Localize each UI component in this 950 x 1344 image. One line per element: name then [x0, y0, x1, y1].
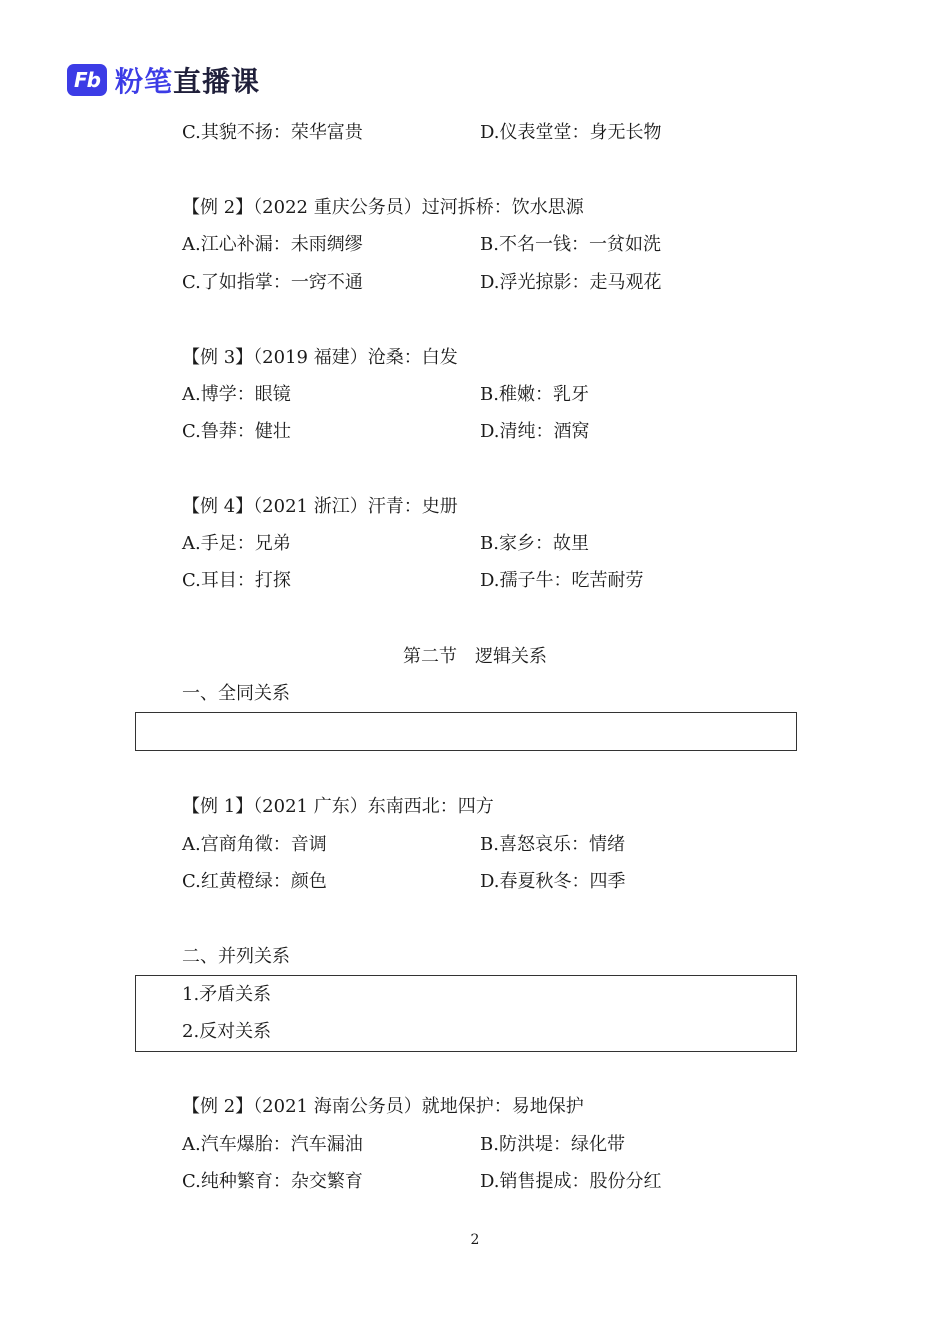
option-d: D.孺子牛：吃苦耐劳 [480, 570, 644, 591]
notes-box-empty [135, 712, 797, 751]
option-c: C.了如指掌：一窍不通 [182, 272, 363, 293]
option-a: A.博学：眼镜 [182, 384, 291, 405]
list-item: 1.矛盾关系 [182, 984, 272, 1005]
question-title: 【例 1】（2021 广东）东南西北：四方 [182, 796, 494, 817]
question-title: 【例 2】（2022 重庆公务员）过河拆桥：饮水思源 [182, 197, 584, 218]
option-d: D.清纯：酒窝 [480, 421, 590, 442]
option-a: A.汽车爆胎：汽车漏油 [182, 1134, 363, 1155]
subsection-heading: 二、并列关系 [182, 946, 290, 967]
option-c: C.其貌不扬：荣华富贵 [182, 122, 363, 143]
option-b: B.不名一钱：一贫如洗 [480, 234, 661, 255]
page-number: 2 [470, 1232, 480, 1248]
option-c: C.纯种繁育：杂交繁育 [182, 1171, 363, 1192]
question-title: 【例 3】（2019 福建）沧桑：白发 [182, 347, 458, 368]
option-d: D.销售提成：股份分红 [480, 1171, 662, 1192]
option-d: D.浮光掠影：走马观花 [480, 272, 662, 293]
notes-box [135, 975, 797, 1052]
option-b: B.喜怒哀乐：情绪 [480, 834, 625, 855]
section-title: 第二节 逻辑关系 [403, 646, 547, 667]
option-c: C.鲁莽：健壮 [182, 421, 291, 442]
option-b: B.家乡：故里 [480, 533, 589, 554]
option-d: D.仪表堂堂：身无长物 [480, 122, 662, 143]
list-item: 2.反对关系 [182, 1021, 272, 1042]
option-c: C.红黄橙绿：颜色 [182, 871, 327, 892]
logo-brand: 粉笔 [115, 65, 174, 98]
option-b: B.防洪堤：绿化带 [480, 1134, 625, 1155]
option-c: C.耳目：打探 [182, 570, 291, 591]
logo-text [115, 60, 260, 100]
logo-product: 直播课 [173, 65, 261, 98]
question-title: 【例 2】（2021 海南公务员）就地保护：易地保护 [182, 1096, 584, 1117]
option-a: A.江心补漏：未雨绸缪 [182, 234, 363, 255]
option-a: A.手足：兄弟 [182, 533, 291, 554]
option-b: B.稚嫩：乳牙 [480, 384, 589, 405]
option-d: D.春夏秋冬：四季 [480, 871, 626, 892]
option-a: A.宫商角徵：音调 [182, 834, 327, 855]
logo-mark: Fb [67, 64, 107, 96]
fenbi-logo [67, 62, 260, 98]
subsection-heading: 一、全同关系 [182, 683, 290, 704]
question-title: 【例 4】（2021 浙江）汗青：史册 [182, 496, 458, 517]
